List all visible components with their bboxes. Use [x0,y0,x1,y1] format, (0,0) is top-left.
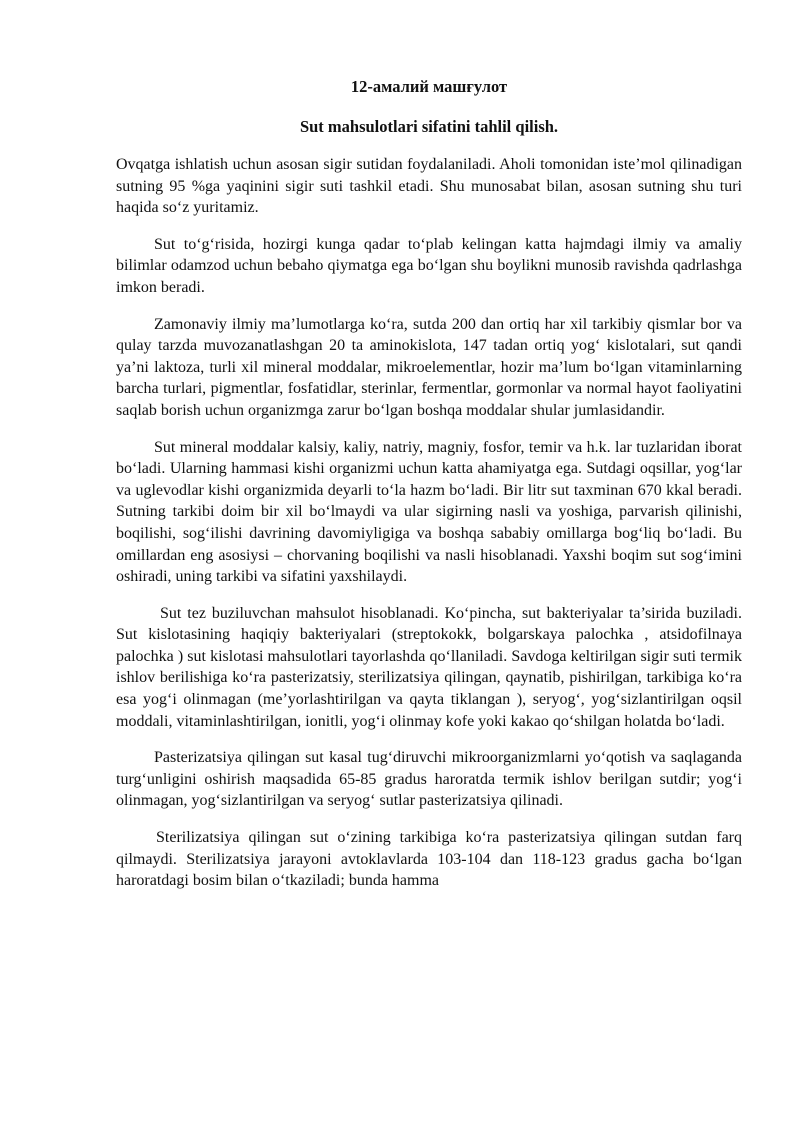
paragraph: Sterilizatsiya qilingan sut o‘zining tarkibiga ko‘ra pasterizatsiya qilingan sutdan farq qilmaydi. Sterilizatsiya jarayoni avtoklavlarda 103-104 dan 118-123 gradus gacha bo‘lgan haroratdagi bosim bilan o‘tkaziladi; bunda hamma [116,829,742,890]
paragraph: Sut to‘g‘risida, hozirgi kunga qadar to‘plab kelingan katta hajmdagi ilmiy va amaliy bilimlar odamzod uchun bebaho qiymatga ega bo‘lgan shu boylikni munosib ravishda qadrlashga imkon beradi. [116,235,742,296]
paragraph: Zamonaviy ilmiy ma’lumotlarga ko‘ra, sutda 200 dan ortiq har xil tarkibiy qismlar bor va qulay tarzda muvozanatlashgan 20 ta aminokislota, 147 tadan ortiq yog‘ kislotalari, sut qandi ya’ni laktoza, turli xil mineral moddalar, mikroelementlar, hozir ma’lum bo‘lgan vitaminlarning barcha turlari, pigmentlar, fosfatidlar, sterinlar, fermentlar, gormonlar va normal hayot faoliyatini saqlab borish uchun organizmga zarur bo‘lgan boshqa moddalar shular jumlasidandir. [116,315,742,419]
paragraph: Pasterizatsiya qilingan sut kasal tug‘diruvchi mikroorganizmlarni yo‘qotish va saqlaganda turg‘unligini oshirish maqsadida 65-85 gradus haroratda termik ishlov berilgan sutdir; yog‘i olinmagan, yog‘sizlantirilgan va seryog‘ sutlar pasterizatsiya qilinadi. [116,749,742,810]
paragraph: Sut tez buziluvchan mahsulot hisoblanadi. Ko‘pincha, sut bakteriyalar ta’sirida buziladi. Sut kislotasining haqiqiy bakteriyalari (streptokokk, bolgarskaya palochka , atsidofilnaya palochka ) sut kislotasi mahsulotlari tayorlashda qo‘llaniladi. Savdoga keltirilgan sigir suti termik ishlov berilishiga ko‘ra pasterizatsiy, sterilizatsiya qilingan, qaynatib, pishirilgan, tarkibiga ko‘ra esa yog‘i olinmagan (me’yorlashtirilgan va qayta tiklangan ), seryog‘, yog‘sizlantirilgan oqsil moddali, vitaminlashtirilgan, ionitli, yog‘i olinmay kofe yoki kakao qo‘shilgan holatda bo‘ladi. [116,604,742,730]
document-page [116,70,742,892]
paragraph: Ovqatga ishlatish uchun asosan sigir sutidan foydalaniladi. Aholi tomonidan iste’mol qilinadigan sutning 95 %ga yaqinini sigir suti tashkil etadi. Shu munosabat bilan, asosan sutning shu turi haqida so‘z yuritamiz. [116,156,742,217]
paragraph: Sut mineral moddalar kalsiy, kaliy, natriy, magniy, fosfor, temir va h.k. lar tuzlaridan iborat bo‘ladi. Ularning hammasi kishi organizmi uchun katta ahamiyatga ega. Sutdagi oqsillar, yog‘lar va uglevodlar kishi organizmida deyarli to‘la hazm bo‘ladi. Bir litr sut taxminan 670 kkal beradi. Sutning tarkibi doim bir xil bo‘lmaydi va ular sigirning nasli va yoshiga, parvarish qilinishi, boqilishi, sog‘ilishi davrining davomiyligiga va boshqa sababiy omillarga bog‘liq bo‘ladi. Bu omillardan eng asosiysi – chorvaning boqilishi va nasli hisoblanadi. Yaxshi boqim sut sog‘imini oshiradi, uning tarkibi va sifatini yaxshilaydi. [116,438,742,586]
document-subheading: Sut mahsulotlari sifatini tahlil qilish. [299,117,559,136]
document-heading: 12-амалий машғулот [350,77,508,96]
